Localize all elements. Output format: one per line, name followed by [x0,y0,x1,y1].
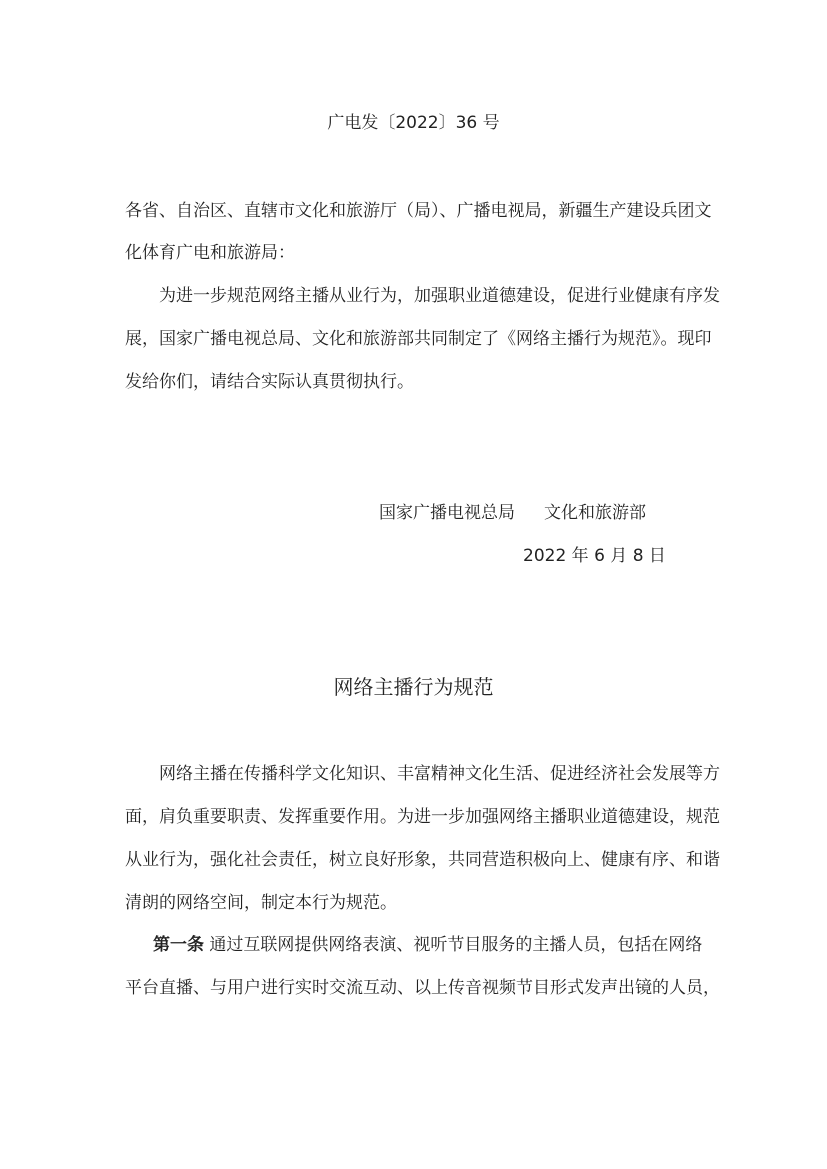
notice-line: 各省、自治区、直辖市文化和旅游厅（局）、广播电视局，新疆生产建设兵团文 [125,201,712,221]
notice-line: 化体育广电和旅游局： [125,243,295,263]
notice-line: 发给你们，请结合实际认真贯彻执行。 [125,372,414,392]
preamble-line: 网络主播在传播科学文化知识、丰富精神文化生活、促进经济社会发展等方 [125,764,720,784]
article-1-text: 通过互联网提供网络表演、视听节目服务的主播人员，包括在网络 [204,935,703,955]
signature-org-culture: 文化和旅游部 [544,503,646,523]
signature-date: 2022 年 6 月 8 日 [523,546,666,566]
preamble-line: 从业行为，强化社会责任，树立良好形象，共同营造积极向上、健康有序、和谐 [125,850,720,870]
article-1-line [153,933,701,957]
preamble-line: 面，肩负重要职责、发挥重要作用。为进一步加强网络主播职业道德建设，规范 [125,807,720,827]
article-1-label: 第一条 [153,935,204,955]
document-number: 广电发〔2022〕36 号 [327,113,500,133]
regulation-title: 网络主播行为规范 [333,675,494,699]
preamble-line: 清朗的网络空间，制定本行为规范。 [125,893,397,913]
notice-line: 展，国家广播电视总局、文化和旅游部共同制定了《网络主播行为规范》。现印 [125,329,712,349]
article-1-line: 平台直播、与用户进行实时交流互动、以上传音视频节目形式发声出镜的人员， [125,978,720,998]
notice-line: 为进一步规范网络主播从业行为，加强职业道德建设，促进行业健康有序发 [125,286,720,306]
signature-org-sarft: 国家广播电视总局 [379,503,515,523]
